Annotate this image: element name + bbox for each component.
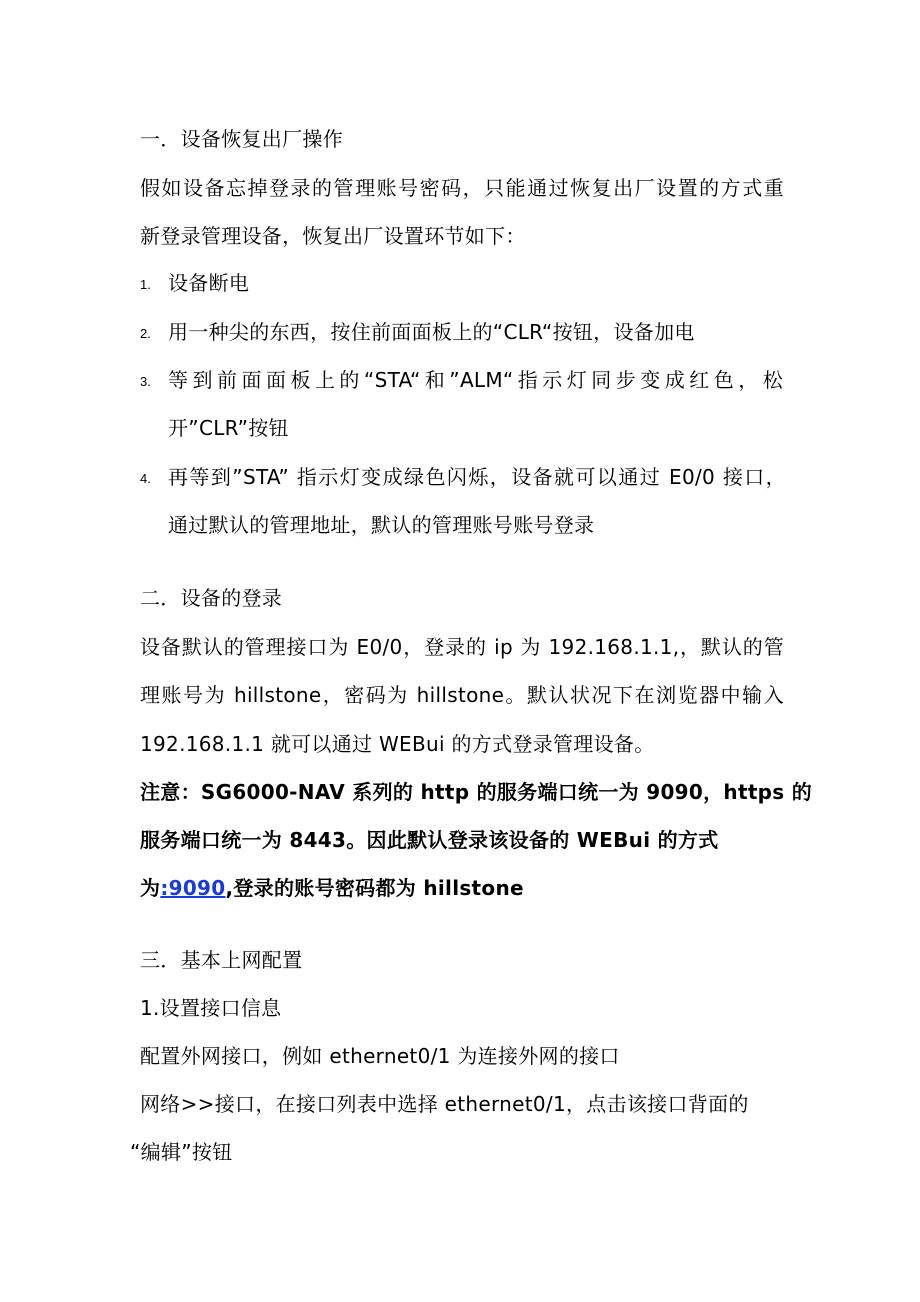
list-item-continuation: 通过默认的管理地址，默认的管理账号账号登录 (168, 513, 595, 537)
list-item-number: 3. (140, 374, 151, 389)
section-3-line-1: 配置外网接口，例如 ethernet0/1 为连接外网的接口 (140, 1044, 620, 1068)
list-item-text: 用一种尖的东西，按住前面面板上的“CLR“按钮，设备加电 (168, 320, 695, 344)
note-line-3-suffix: ,登录的账号密码都为 hillstone (225, 876, 524, 900)
list-item-text: 等到前面面板上的“STA“和”ALM“指示灯同步变成红色，松 (168, 368, 783, 392)
note-line-3-prefix: 为 (140, 876, 161, 900)
section-3-subheading: 1.设置接口信息 (140, 996, 282, 1020)
note-line-3 (140, 874, 800, 902)
list-item-number: 1. (140, 277, 151, 292)
note-line-2: 服务端口统一为 8443。因此默认登录该设备的 WEBui 的方式 (140, 828, 719, 852)
section-1-paragraph-line-2: 新登录管理设备，恢复出厂设置环节如下： (140, 224, 526, 248)
section-1-paragraph-line-1: 假如设备忘掉登录的管理账号密码，只能通过恢复出厂设置的方式重 (140, 176, 784, 200)
section-2-heading: 二．设备的登录 (140, 586, 283, 610)
section-2-paragraph-line-3: 192.168.1.1 就可以通过 WEBui 的方式登录管理设备。 (140, 732, 655, 756)
section-3-heading: 三．基本上网配置 (140, 948, 303, 972)
section-2-paragraph-line-1: 设备默认的管理接口为 E0/0，登录的 ip 为 192.168.1.1,，默认的管 (140, 635, 784, 659)
section-3-line-2: 网络>>接口，在接口列表中选择 ethernet0/1，点击该接口背面的 (140, 1092, 749, 1116)
section-3-line-3: “编辑”按钮 (130, 1140, 233, 1164)
list-item-text: 设备断电 (168, 271, 250, 295)
list-item-number: 4. (140, 471, 151, 486)
list-item-continuation: 开”CLR”按钮 (168, 416, 289, 440)
list-item-number: 2. (140, 326, 151, 341)
webui-link[interactable]: :9090 (160, 876, 226, 900)
note-line-1: 注意：SG6000-NAV 系列的 http 的服务端口统一为 9090，https 的 (140, 780, 813, 804)
section-1-heading: 一．设备恢复出厂操作 (140, 127, 343, 151)
section-2-paragraph-line-2: 理账号为 hillstone，密码为 hillstone。默认状况下在浏览器中输入 (140, 683, 784, 707)
list-item-text: 再等到”STA” 指示灯变成绿色闪烁，设备就可以通过 E0/0 接口， (168, 465, 786, 489)
